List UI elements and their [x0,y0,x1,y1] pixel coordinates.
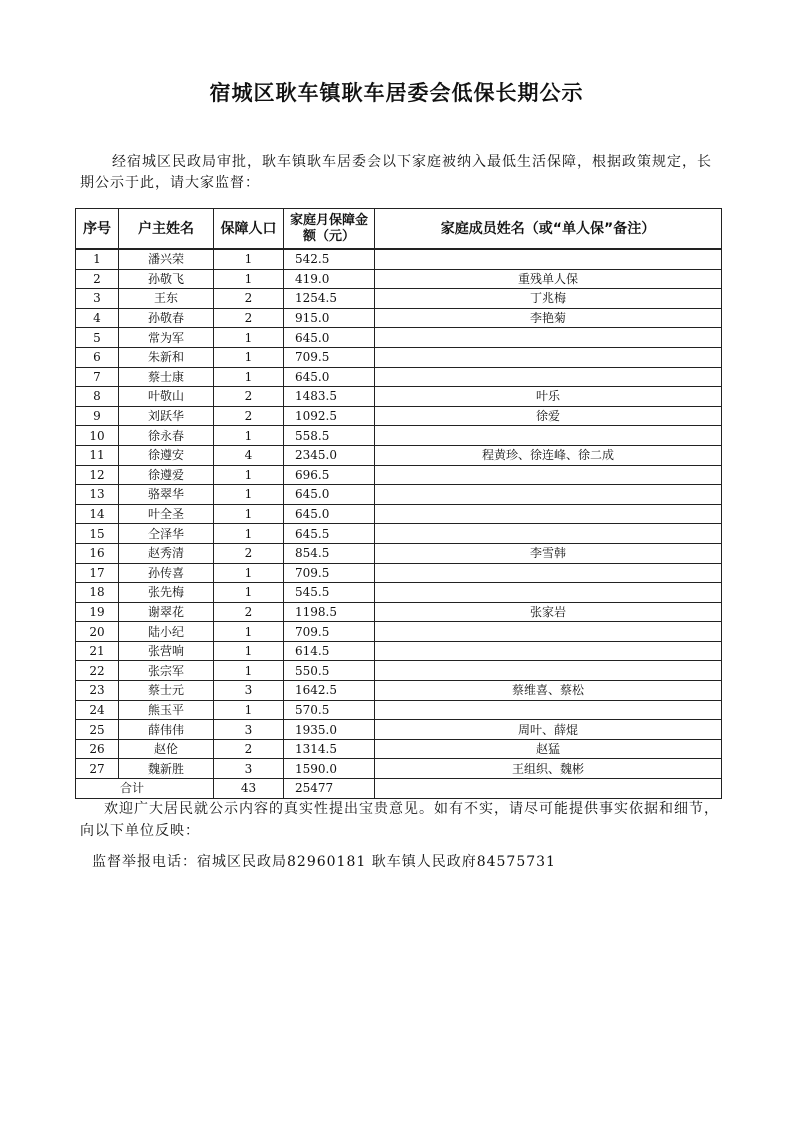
cell-amount: 545.5 [284,583,375,603]
cell-seq: 3 [76,289,119,309]
cell-amount: 1590.0 [284,759,375,779]
cell-amount: 2345.0 [284,445,375,465]
cell-amount: 915.0 [284,308,375,328]
cell-members: 周叶、薛焜 [375,720,722,740]
header-amount: 家庭月保障金额（元） [284,209,375,250]
table-row [76,249,722,269]
table-row [76,367,722,387]
cell-count: 1 [214,328,284,348]
table-total-row [76,779,722,799]
cell-members [375,524,722,544]
cell-head-name: 孙传喜 [119,563,214,583]
cell-amount: 696.5 [284,465,375,485]
table-row [76,406,722,426]
cell-seq: 15 [76,524,119,544]
cell-seq: 10 [76,426,119,446]
cell-seq: 8 [76,387,119,407]
cell-head-name: 魏新胜 [119,759,214,779]
assistance-table [75,208,722,799]
table-row [76,289,722,309]
cell-count: 1 [214,700,284,720]
cell-count: 2 [214,387,284,407]
cell-head-name: 徐遵安 [119,445,214,465]
cell-head-name: 叶敬山 [119,387,214,407]
table-row [76,543,722,563]
cell-members: 赵猛 [375,739,722,759]
cell-amount: 709.5 [284,622,375,642]
cell-head-name: 叶全圣 [119,504,214,524]
cell-seq: 25 [76,720,119,740]
cell-members: 李艳菊 [375,308,722,328]
cell-head-name: 徐遵爱 [119,465,214,485]
cell-head-name: 张先梅 [119,583,214,603]
cell-members [375,583,722,603]
cell-members [375,700,722,720]
table-row [76,563,722,583]
cell-amount: 542.5 [284,249,375,269]
cell-amount: 1254.5 [284,289,375,309]
cell-amount: 558.5 [284,426,375,446]
cell-head-name: 张营响 [119,641,214,661]
cell-seq: 18 [76,583,119,603]
cell-members [375,347,722,367]
cell-seq: 7 [76,367,119,387]
cell-seq: 17 [76,563,119,583]
cell-head-name: 陆小纪 [119,622,214,642]
table-row [76,504,722,524]
header-head-name: 户主姓名 [119,209,214,250]
cell-seq: 22 [76,661,119,681]
cell-members: 丁兆梅 [375,289,722,309]
header-members: 家庭成员姓名（或“单人保”备注） [375,209,722,250]
cell-count: 2 [214,289,284,309]
cell-amount: 1198.5 [284,602,375,622]
cell-seq: 26 [76,739,119,759]
table-row [76,661,722,681]
cell-members [375,563,722,583]
table-row [76,602,722,622]
cell-members [375,504,722,524]
cell-count: 1 [214,249,284,269]
table-row [76,465,722,485]
cell-count: 1 [214,485,284,505]
cell-seq: 20 [76,622,119,642]
total-members [375,779,722,799]
cell-seq: 14 [76,504,119,524]
cell-amount: 709.5 [284,347,375,367]
table-row [76,583,722,603]
cell-count: 2 [214,543,284,563]
table-row [76,681,722,701]
table-row [76,700,722,720]
cell-count: 1 [214,622,284,642]
cell-head-name: 仝泽华 [119,524,214,544]
table-row [76,485,722,505]
cell-head-name: 薛伟伟 [119,720,214,740]
table-row [76,347,722,367]
cell-count: 1 [214,661,284,681]
cell-members: 程黄珍、徐连峰、徐二成 [375,445,722,465]
cell-head-name: 赵秀清 [119,543,214,563]
cell-head-name: 谢翠花 [119,602,214,622]
table-row [76,739,722,759]
intro-paragraph: 经宿城区民政局审批，耿车镇耿车居委会以下家庭被纳入最低生活保障，根据政策规定，长期公示于此，请大家监督： [80,154,712,191]
cell-members: 张家岩 [375,602,722,622]
cell-count: 1 [214,347,284,367]
cell-members: 重残单人保 [375,269,722,289]
table-row [76,641,722,661]
cell-amount: 1314.5 [284,739,375,759]
cell-head-name: 孙敬飞 [119,269,214,289]
cell-seq: 27 [76,759,119,779]
cell-amount: 709.5 [284,563,375,583]
cell-head-name: 徐永春 [119,426,214,446]
cell-head-name: 潘兴荣 [119,249,214,269]
table-row [76,387,722,407]
cell-seq: 1 [76,249,119,269]
cell-count: 2 [214,308,284,328]
cell-amount: 1092.5 [284,406,375,426]
cell-amount: 550.5 [284,661,375,681]
header-seq: 序号 [76,209,119,250]
cell-count: 1 [214,504,284,524]
cell-members [375,485,722,505]
cell-count: 1 [214,269,284,289]
total-amount: 25477 [284,779,375,799]
total-count: 43 [214,779,284,799]
cell-count: 3 [214,759,284,779]
cell-amount: 854.5 [284,543,375,563]
page-title: 宿城区耿车镇耿车居委会低保长期公示 [209,80,584,105]
cell-head-name: 孙敬春 [119,308,214,328]
cell-count: 2 [214,406,284,426]
cell-amount: 645.0 [284,485,375,505]
cell-head-name: 蔡士康 [119,367,214,387]
cell-members [375,661,722,681]
cell-seq: 2 [76,269,119,289]
cell-seq: 12 [76,465,119,485]
cell-head-name: 熊玉平 [119,700,214,720]
cell-head-name: 刘跃华 [119,406,214,426]
cell-members [375,622,722,642]
cell-seq: 6 [76,347,119,367]
cell-members [375,426,722,446]
table-row [76,328,722,348]
cell-head-name: 常为军 [119,328,214,348]
cell-count: 1 [214,426,284,446]
cell-amount: 645.0 [284,504,375,524]
cell-seq: 23 [76,681,119,701]
cell-members [375,328,722,348]
cell-count: 4 [214,445,284,465]
cell-count: 1 [214,465,284,485]
cell-seq: 16 [76,543,119,563]
cell-seq: 11 [76,445,119,465]
cell-count: 1 [214,583,284,603]
cell-count: 2 [214,602,284,622]
cell-seq: 24 [76,700,119,720]
cell-count: 1 [214,563,284,583]
cell-amount: 645.0 [284,328,375,348]
cell-head-name: 王东 [119,289,214,309]
table-row [76,269,722,289]
cell-count: 1 [214,641,284,661]
table-row [76,720,722,740]
cell-members: 徐爱 [375,406,722,426]
total-label: 合计 [76,779,214,799]
table-header-row [76,209,722,250]
cell-head-name: 朱新和 [119,347,214,367]
cell-members [375,367,722,387]
cell-members: 蔡维喜、蔡松 [375,681,722,701]
cell-amount: 419.0 [284,269,375,289]
table-row [76,308,722,328]
cell-head-name: 赵伦 [119,739,214,759]
cell-members: 叶乐 [375,387,722,407]
cell-seq: 4 [76,308,119,328]
cell-seq: 5 [76,328,119,348]
cell-members [375,249,722,269]
feedback-note: 欢迎广大居民就公示内容的真实性提出宝贵意见。如有不实，请尽可能提供事实依据和细节，向以下单位反映： [80,801,719,839]
cell-amount: 1483.5 [284,387,375,407]
cell-count: 1 [214,524,284,544]
cell-count: 3 [214,720,284,740]
cell-amount: 645.0 [284,367,375,387]
contact-line: 监督举报电话：宿城区民政局82960181 耿车镇人民政府84575731 [92,854,556,870]
cell-seq: 21 [76,641,119,661]
header-count: 保障人口 [214,209,284,250]
table-row [76,524,722,544]
cell-amount: 614.5 [284,641,375,661]
cell-count: 1 [214,367,284,387]
cell-amount: 645.5 [284,524,375,544]
table-row [76,426,722,446]
cell-seq: 13 [76,485,119,505]
cell-members: 李雪韩 [375,543,722,563]
cell-head-name: 张宗军 [119,661,214,681]
cell-members [375,465,722,485]
cell-head-name: 蔡士元 [119,681,214,701]
cell-amount: 1642.5 [284,681,375,701]
cell-members: 王组织、魏彬 [375,759,722,779]
cell-members [375,641,722,661]
cell-amount: 1935.0 [284,720,375,740]
table-body [76,249,722,798]
cell-seq: 19 [76,602,119,622]
cell-count: 3 [214,681,284,701]
table-row [76,445,722,465]
cell-amount: 570.5 [284,700,375,720]
cell-count: 2 [214,739,284,759]
cell-seq: 9 [76,406,119,426]
cell-head-name: 骆翠华 [119,485,214,505]
table-row [76,759,722,779]
table-row [76,622,722,642]
